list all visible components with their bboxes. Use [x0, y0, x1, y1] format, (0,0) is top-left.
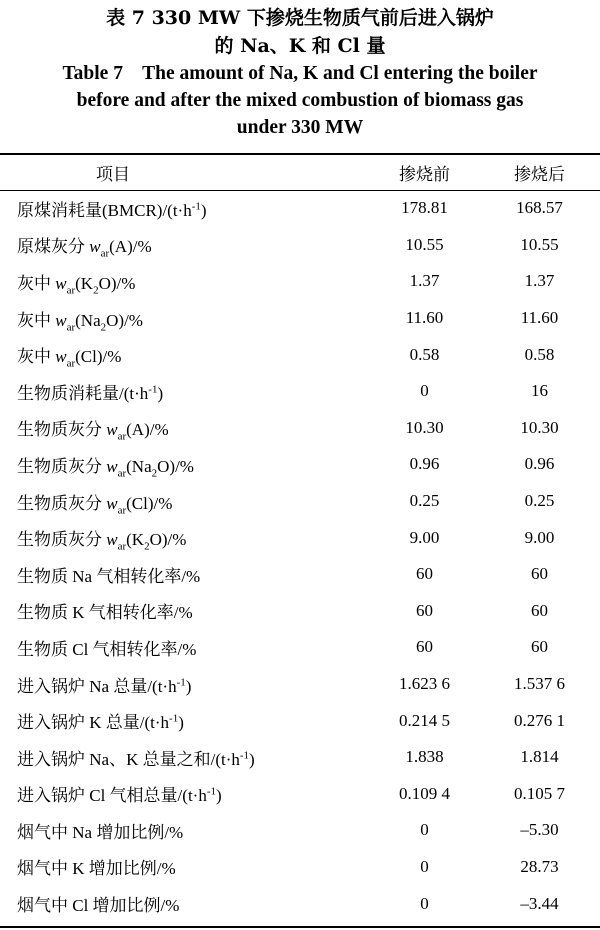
- table-row: [0, 666, 600, 703]
- row-label: 生物质灰分 $w_{ar}(K_2O)/\%$: [17, 530, 187, 553]
- row-label: 进入锅炉 K 总量$/(t\cdot h^{-1})$: [17, 712, 184, 733]
- value-before: 0: [420, 820, 429, 840]
- value-after: 60: [531, 600, 548, 620]
- table-row: [0, 336, 600, 373]
- table-row: [0, 702, 600, 739]
- table-title-en-line2: before and after the mixed combustion of biomass gas: [76, 90, 524, 111]
- header-before: 掺烧前: [399, 165, 450, 184]
- row-label: 灰中 $w_{ar}(Na_2O)/\%$: [17, 310, 143, 333]
- value-after: 11.60: [520, 308, 559, 328]
- value-after: 28.73: [520, 856, 559, 876]
- value-before: 0: [420, 893, 429, 913]
- value-before: 1.623 6: [399, 674, 450, 694]
- value-after: 0.105 7: [514, 783, 565, 803]
- row-label: 进入锅炉 Na、K 总量之和$/(t\cdot h^{-1})$: [17, 749, 255, 769]
- value-after: 9.00: [524, 527, 555, 547]
- value-before: 60: [416, 564, 433, 584]
- row-label: 生物质灰分 $w_{ar}(Cl)/\%$: [17, 493, 173, 516]
- row-label: 生物质灰分 $w_{ar}(Na_2O)/\%$: [17, 456, 194, 480]
- table-row: [0, 739, 600, 776]
- value-before: 0: [420, 856, 429, 876]
- row-label: 原煤灰分 $w_{ar}(A)/\%$: [17, 237, 152, 260]
- value-before: 0.58: [409, 344, 440, 364]
- value-before: 1.37: [409, 271, 440, 291]
- table-row: [0, 446, 600, 483]
- value-after: 0.25: [524, 491, 555, 511]
- table-row: [0, 849, 600, 886]
- value-after: 1.537 6: [514, 674, 565, 694]
- value-before: 0.25: [409, 491, 440, 511]
- table-bottom-rule: [0, 926, 600, 928]
- value-before: 178.81: [401, 198, 448, 218]
- table-row: [0, 263, 600, 300]
- table-row: [0, 410, 600, 447]
- row-label: 生物质消耗量$/(t\cdot h^{-1})$: [17, 383, 164, 403]
- table-row: [0, 556, 600, 593]
- row-label: 生物质 K 气相转化率/%: [17, 603, 193, 623]
- value-after: 60: [531, 564, 548, 584]
- table-row: [0, 629, 600, 666]
- table-row: [0, 373, 600, 410]
- table-row: [0, 776, 600, 813]
- value-after: 1.814: [520, 747, 559, 767]
- value-before: 11.60: [405, 308, 444, 328]
- table-row: [0, 593, 600, 630]
- row-label: 进入锅炉 Na 总量$/(t\cdot h^{-1})$: [17, 675, 192, 696]
- value-after: 168.57: [516, 198, 563, 218]
- value-after: 16: [531, 381, 548, 401]
- data-table: [0, 155, 600, 922]
- row-label: 灰中 $w_{ar}(K_2O)/\%$: [17, 273, 136, 297]
- value-after: 0.96: [524, 454, 555, 474]
- row-label: 进入锅炉 Cl 气相总量$/(t\cdot h^{-1})$: [17, 785, 222, 806]
- table-title-cn-line1: 表 7 330 MW 下掺烧生物质气前后进入锅炉: [106, 7, 494, 29]
- table-row: [0, 227, 600, 264]
- table-row: [0, 300, 600, 337]
- header-item: 项目: [96, 165, 130, 184]
- table-title-en-line1: Table 7 The amount of Na, K and Cl entering the boiler: [62, 63, 538, 84]
- row-label: 原煤消耗量$(BMCR)/(t\cdot h^{-1})$: [17, 200, 207, 220]
- value-after: 10.55: [520, 234, 559, 254]
- value-before: 0.96: [409, 454, 440, 474]
- row-label: 灰中 $w_{ar}(Cl)/\%$: [17, 347, 122, 370]
- row-label: 烟气中 Cl 增加比例/%: [17, 896, 180, 916]
- value-after: 60: [531, 637, 548, 657]
- row-label: 生物质灰分 $w_{ar}(A)/\%$: [17, 420, 169, 443]
- value-before: 10.30: [405, 417, 444, 437]
- row-label: 烟气中 K 增加比例/%: [17, 859, 176, 879]
- header-after: 掺烧后: [514, 165, 565, 184]
- value-before: 9.00: [409, 527, 440, 547]
- row-label: 生物质 Na 气相转化率/%: [17, 566, 201, 586]
- row-label: 烟气中 Na 增加比例/%: [17, 822, 184, 842]
- value-after: 1.37: [524, 271, 555, 291]
- value-before: 0.214 5: [399, 710, 450, 730]
- value-after: –3.44: [520, 893, 559, 913]
- value-before: 0.109 4: [399, 783, 450, 803]
- value-before: 0: [420, 381, 429, 401]
- value-after: 0.58: [524, 344, 555, 364]
- value-before: 60: [416, 637, 433, 657]
- table-row: [0, 190, 600, 227]
- table-header-row: [0, 155, 600, 190]
- table-row: [0, 885, 600, 922]
- table-row: [0, 483, 600, 520]
- table-row: [0, 812, 600, 849]
- value-after: –5.30: [520, 820, 559, 840]
- value-after: 0.276 1: [514, 710, 565, 730]
- value-before: 60: [416, 600, 433, 620]
- value-after: 10.30: [520, 417, 559, 437]
- row-label: 生物质 Cl 气相转化率/%: [17, 639, 197, 659]
- value-before: 10.55: [405, 234, 444, 254]
- table-title-en-line3: under 330 MW: [236, 117, 364, 138]
- table-title-cn-line2: 的 Na、K 和 Cl 量: [214, 35, 386, 57]
- value-before: 1.838: [405, 747, 444, 767]
- table-row: [0, 519, 600, 556]
